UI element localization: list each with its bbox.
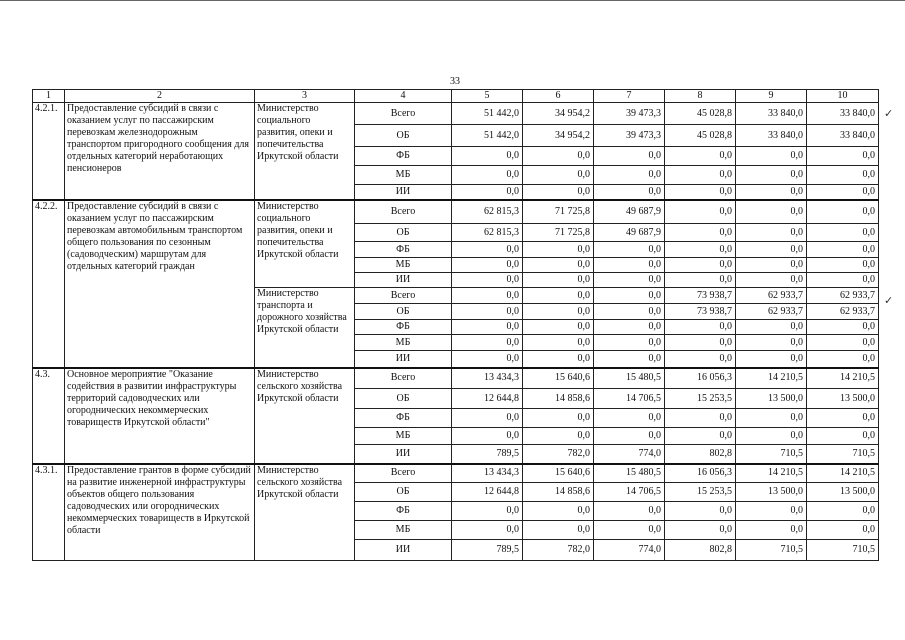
amount-cell: 0,0 — [736, 200, 807, 224]
amount-cell: 73 938,7 — [665, 288, 736, 304]
funding-source: Всего — [355, 464, 452, 483]
amount-cell: 0,0 — [736, 185, 807, 200]
amount-cell: 62 933,7 — [736, 288, 807, 304]
amount-cell: 14 858,6 — [523, 389, 594, 409]
funding-source: ОБ — [355, 483, 452, 502]
amount-cell: 0,0 — [523, 304, 594, 320]
item-code: 4.2.2. — [33, 200, 65, 368]
amount-cell: 0,0 — [807, 273, 879, 288]
amount-cell: 0,0 — [523, 242, 594, 258]
item-name: Основное мероприятие "Оказание содействия в развитии инфраструктуры территорий садоводческих или огороднических некоммерческих товариществ Иркутской области" — [65, 368, 255, 464]
amount-cell: 0,0 — [665, 147, 736, 166]
amount-cell: 71 725,8 — [523, 200, 594, 224]
amount-cell: 71 725,8 — [523, 224, 594, 242]
amount-cell: 0,0 — [452, 304, 523, 320]
column-number-row — [33, 90, 879, 103]
funding-source: ИИ — [355, 445, 452, 464]
amount-cell: 62 933,7 — [736, 304, 807, 320]
amount-cell: 0,0 — [807, 258, 879, 273]
amount-cell: 0,0 — [594, 242, 665, 258]
amount-cell: 0,0 — [523, 502, 594, 521]
funding-source: ИИ — [355, 273, 452, 288]
amount-cell: 0,0 — [594, 166, 665, 185]
amount-cell: 0,0 — [594, 409, 665, 428]
funding-source: Всего — [355, 200, 452, 224]
amount-cell: 0,0 — [807, 320, 879, 335]
amount-cell: 0,0 — [523, 166, 594, 185]
amount-cell: 0,0 — [452, 185, 523, 200]
column-number: 6 — [523, 90, 594, 103]
amount-cell: 0,0 — [665, 166, 736, 185]
amount-cell: 34 954,2 — [523, 125, 594, 147]
amount-cell: 774,0 — [594, 540, 665, 561]
amount-cell: 0,0 — [452, 147, 523, 166]
amount-cell: 0,0 — [736, 224, 807, 242]
amount-cell: 0,0 — [452, 166, 523, 185]
amount-cell: 710,5 — [807, 540, 879, 561]
amount-cell: 13 500,0 — [736, 389, 807, 409]
amount-cell: 0,0 — [594, 147, 665, 166]
amount-cell: 33 840,0 — [807, 103, 879, 125]
funding-source: ОБ — [355, 389, 452, 409]
amount-cell: 14 706,5 — [594, 389, 665, 409]
funding-source: ИИ — [355, 540, 452, 561]
amount-cell: 13 500,0 — [807, 389, 879, 409]
table-row — [33, 464, 879, 483]
amount-cell: 0,0 — [594, 502, 665, 521]
amount-cell: 0,0 — [736, 147, 807, 166]
amount-cell: 0,0 — [523, 185, 594, 200]
amount-cell: 39 473,3 — [594, 125, 665, 147]
amount-cell: 14 210,5 — [736, 368, 807, 389]
amount-cell: 13 434,3 — [452, 368, 523, 389]
responsible-org: Министерство транспорта и дорожного хозяйства Иркутской области — [255, 288, 355, 368]
amount-cell: 0,0 — [807, 335, 879, 351]
item-code: 4.2.1. — [33, 103, 65, 200]
amount-cell: 0,0 — [665, 335, 736, 351]
amount-cell: 0,0 — [807, 502, 879, 521]
amount-cell: 0,0 — [665, 521, 736, 540]
amount-cell: 0,0 — [452, 273, 523, 288]
page-top-border — [0, 0, 905, 1]
amount-cell: 0,0 — [807, 521, 879, 540]
amount-cell: 710,5 — [736, 540, 807, 561]
funding-source: ФБ — [355, 409, 452, 428]
amount-cell: 45 028,8 — [665, 103, 736, 125]
amount-cell: 33 840,0 — [736, 103, 807, 125]
responsible-org: Министерство сельского хозяйства Иркутской области — [255, 368, 355, 464]
amount-cell: 14 858,6 — [523, 483, 594, 502]
amount-cell: 16 056,3 — [665, 464, 736, 483]
column-number: 9 — [736, 90, 807, 103]
amount-cell: 51 442,0 — [452, 103, 523, 125]
amount-cell: 0,0 — [523, 273, 594, 288]
amount-cell: 802,8 — [665, 540, 736, 561]
amount-cell: 0,0 — [665, 258, 736, 273]
column-number: 1 — [33, 90, 65, 103]
amount-cell: 15 253,5 — [665, 389, 736, 409]
item-name: Предоставление субсидий в связи с оказанием услуг по пассажирским перевозкам железнодорожным транспортом пригородного сообщения для отдельных категорий неработающих пенсионеров — [65, 103, 255, 200]
amount-cell: 0,0 — [523, 351, 594, 368]
amount-cell: 0,0 — [452, 502, 523, 521]
amount-cell: 62 815,3 — [452, 200, 523, 224]
amount-cell: 15 480,5 — [594, 464, 665, 483]
funding-source: ФБ — [355, 242, 452, 258]
amount-cell: 0,0 — [736, 409, 807, 428]
amount-cell: 0,0 — [523, 320, 594, 335]
funding-source: ИИ — [355, 351, 452, 368]
responsible-org: Министерство сельского хозяйства Иркутской области — [255, 464, 355, 561]
amount-cell: 16 056,3 — [665, 368, 736, 389]
amount-cell: 0,0 — [452, 288, 523, 304]
responsible-org: Министерство социального развития, опеки и попечительства Иркутской области — [255, 200, 355, 288]
amount-cell: 0,0 — [665, 200, 736, 224]
column-number: 4 — [355, 90, 452, 103]
amount-cell: 0,0 — [594, 351, 665, 368]
amount-cell: 15 640,6 — [523, 464, 594, 483]
amount-cell: 0,0 — [594, 521, 665, 540]
amount-cell: 14 706,5 — [594, 483, 665, 502]
amount-cell: 0,0 — [665, 409, 736, 428]
amount-cell: 0,0 — [807, 200, 879, 224]
amount-cell: 14 210,5 — [807, 368, 879, 389]
amount-cell: 12 644,8 — [452, 483, 523, 502]
page-number: 33 — [450, 76, 460, 87]
funding-source: Всего — [355, 368, 452, 389]
column-number: 3 — [255, 90, 355, 103]
amount-cell: 49 687,9 — [594, 224, 665, 242]
table-row — [33, 200, 879, 224]
amount-cell: 39 473,3 — [594, 103, 665, 125]
funding-source: Всего — [355, 288, 452, 304]
funding-source: ОБ — [355, 304, 452, 320]
amount-cell: 782,0 — [523, 540, 594, 561]
amount-cell: 0,0 — [665, 351, 736, 368]
amount-cell: 14 210,5 — [736, 464, 807, 483]
amount-cell: 0,0 — [807, 428, 879, 445]
item-code: 4.3. — [33, 368, 65, 464]
amount-cell: 62 933,7 — [807, 288, 879, 304]
item-code: 4.3.1. — [33, 464, 65, 561]
amount-cell: 51 442,0 — [452, 125, 523, 147]
amount-cell: 0,0 — [807, 166, 879, 185]
table-row — [33, 368, 879, 389]
amount-cell: 0,0 — [594, 258, 665, 273]
check-mark: ✓ — [884, 295, 894, 307]
column-number: 7 — [594, 90, 665, 103]
amount-cell: 0,0 — [665, 242, 736, 258]
item-name: Предоставление субсидий в связи с оказанием услуг по пассажирским перевозкам автомобильным транспортом общего пользования по сезонным (садоводческим) маршрутам для отдельных категорий граждан — [65, 200, 255, 368]
amount-cell: 0,0 — [523, 147, 594, 166]
amount-cell: 0,0 — [523, 258, 594, 273]
amount-cell: 0,0 — [736, 351, 807, 368]
amount-cell: 0,0 — [665, 320, 736, 335]
amount-cell: 0,0 — [665, 273, 736, 288]
amount-cell: 0,0 — [594, 304, 665, 320]
amount-cell: 0,0 — [523, 335, 594, 351]
amount-cell: 0,0 — [736, 335, 807, 351]
check-mark: ✓ — [884, 108, 894, 120]
amount-cell: 73 938,7 — [665, 304, 736, 320]
amount-cell: 0,0 — [736, 242, 807, 258]
table-row — [33, 103, 879, 125]
amount-cell: 0,0 — [736, 521, 807, 540]
amount-cell: 0,0 — [452, 242, 523, 258]
amount-cell: 14 210,5 — [807, 464, 879, 483]
amount-cell: 0,0 — [452, 428, 523, 445]
amount-cell: 0,0 — [736, 502, 807, 521]
amount-cell: 0,0 — [665, 185, 736, 200]
amount-cell: 49 687,9 — [594, 200, 665, 224]
amount-cell: 774,0 — [594, 445, 665, 464]
amount-cell: 0,0 — [523, 409, 594, 428]
amount-cell: 0,0 — [665, 428, 736, 445]
amount-cell: 0,0 — [736, 166, 807, 185]
amount-cell: 0,0 — [594, 335, 665, 351]
item-name: Предоставление грантов в форме субсидий на развитие инженерной инфраструктуры объектов общего пользования садоводческих или огороднических некоммерческих товариществ в Иркутской области — [65, 464, 255, 561]
amount-cell: 0,0 — [452, 335, 523, 351]
funding-source: Всего — [355, 103, 452, 125]
amount-cell: 0,0 — [452, 409, 523, 428]
amount-cell: 0,0 — [452, 351, 523, 368]
amount-cell: 13 434,3 — [452, 464, 523, 483]
amount-cell: 0,0 — [594, 185, 665, 200]
amount-cell: 0,0 — [452, 258, 523, 273]
table-body — [33, 103, 879, 561]
amount-cell: 0,0 — [807, 242, 879, 258]
amount-cell: 0,0 — [736, 320, 807, 335]
amount-cell: 782,0 — [523, 445, 594, 464]
funding-source: МБ — [355, 335, 452, 351]
amount-cell: 12 644,8 — [452, 389, 523, 409]
amount-cell: 0,0 — [807, 224, 879, 242]
amount-cell: 33 840,0 — [736, 125, 807, 147]
amount-cell: 0,0 — [523, 521, 594, 540]
amount-cell: 710,5 — [736, 445, 807, 464]
funding-source: ФБ — [355, 320, 452, 335]
amount-cell: 0,0 — [736, 428, 807, 445]
amount-cell: 0,0 — [594, 320, 665, 335]
amount-cell: 62 933,7 — [807, 304, 879, 320]
amount-cell: 33 840,0 — [807, 125, 879, 147]
amount-cell: 62 815,3 — [452, 224, 523, 242]
amount-cell: 0,0 — [807, 351, 879, 368]
column-number: 2 — [65, 90, 255, 103]
amount-cell: 34 954,2 — [523, 103, 594, 125]
column-number: 8 — [665, 90, 736, 103]
funding-source: ИИ — [355, 185, 452, 200]
amount-cell: 13 500,0 — [807, 483, 879, 502]
amount-cell: 0,0 — [523, 428, 594, 445]
amount-cell: 15 480,5 — [594, 368, 665, 389]
amount-cell: 789,5 — [452, 445, 523, 464]
funding-source: ОБ — [355, 125, 452, 147]
responsible-org: Министерство социального развития, опеки и попечительства Иркутской области — [255, 103, 355, 200]
funding-source: ФБ — [355, 502, 452, 521]
funding-source: МБ — [355, 258, 452, 273]
funding-source: МБ — [355, 166, 452, 185]
funding-source: ОБ — [355, 224, 452, 242]
amount-cell: 0,0 — [736, 258, 807, 273]
amount-cell: 710,5 — [807, 445, 879, 464]
amount-cell: 0,0 — [807, 409, 879, 428]
amount-cell: 802,8 — [665, 445, 736, 464]
column-number: 5 — [452, 90, 523, 103]
funding-source: МБ — [355, 428, 452, 445]
amount-cell: 0,0 — [594, 273, 665, 288]
amount-cell: 0,0 — [665, 502, 736, 521]
amount-cell: 0,0 — [594, 288, 665, 304]
amount-cell: 0,0 — [523, 288, 594, 304]
amount-cell: 789,5 — [452, 540, 523, 561]
amount-cell: 15 640,6 — [523, 368, 594, 389]
amount-cell: 15 253,5 — [665, 483, 736, 502]
amount-cell: 13 500,0 — [736, 483, 807, 502]
amount-cell: 45 028,8 — [665, 125, 736, 147]
funding-source: МБ — [355, 521, 452, 540]
amount-cell: 0,0 — [736, 273, 807, 288]
amount-cell: 0,0 — [665, 224, 736, 242]
funding-source: ФБ — [355, 147, 452, 166]
amount-cell: 0,0 — [452, 320, 523, 335]
column-number: 10 — [807, 90, 879, 103]
amount-cell: 0,0 — [594, 428, 665, 445]
budget-table — [32, 89, 879, 561]
amount-cell: 0,0 — [807, 147, 879, 166]
amount-cell: 0,0 — [807, 185, 879, 200]
amount-cell: 0,0 — [452, 521, 523, 540]
